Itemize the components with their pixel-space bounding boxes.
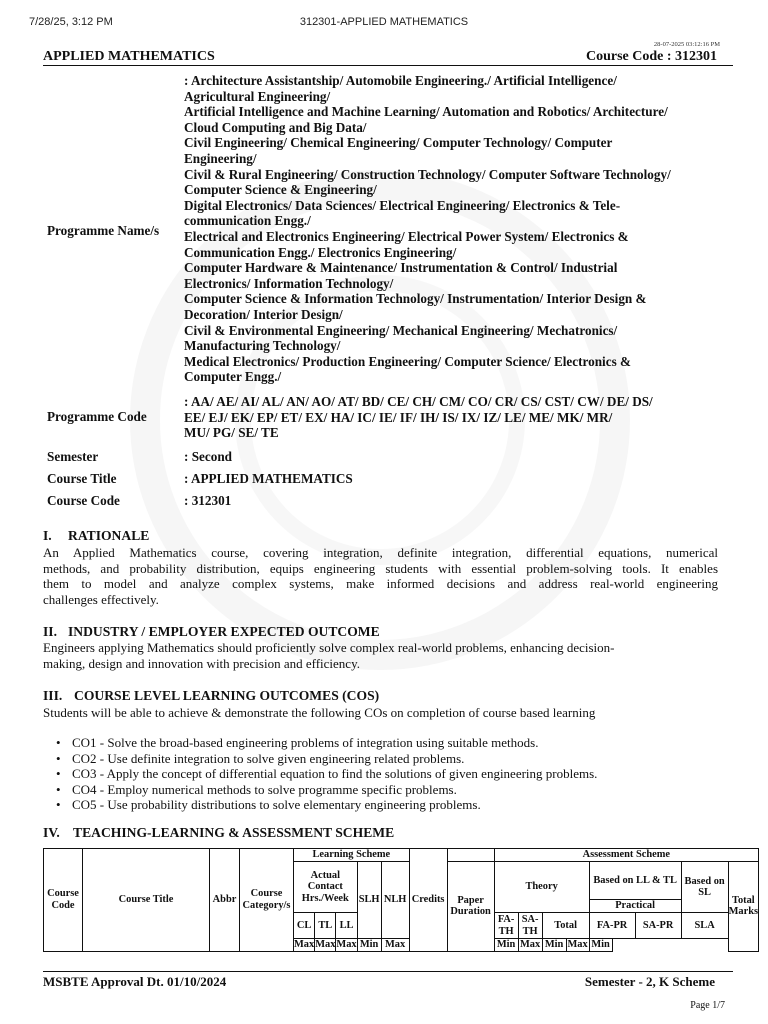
- section-number: III.: [43, 688, 63, 703]
- max-label: Max: [294, 939, 315, 950]
- col-credits: Credits: [409, 849, 447, 952]
- text-line: Artificial Intelligence and Machine Learning/ Automation and Robotics/ Architecture/: [184, 104, 668, 120]
- programme-code-label: Programme Code: [47, 409, 147, 424]
- section-title: TEACHING-LEARNING & ASSESSMENT SCHEME: [73, 825, 395, 840]
- programme-code-value: [184, 394, 724, 441]
- col-total: Total: [542, 913, 589, 939]
- co-text: CO1 - Solve the broad-based engineering problems of integration using suitable methods.: [72, 735, 539, 750]
- programme-name-value: [184, 73, 724, 385]
- cos-intro: [43, 705, 718, 721]
- industry-text: [43, 640, 683, 671]
- min-label: Min: [589, 939, 612, 952]
- text-line: Computer Engg./: [184, 369, 282, 385]
- page-footer: [43, 971, 733, 990]
- min-label: Min: [542, 939, 566, 952]
- text-line: An Applied Mathematics course, covering integration, definite integration, differential equations, numerical: [43, 545, 718, 560]
- approval-date: MSBTE Approval Dt. 01/10/2024: [43, 974, 227, 989]
- col-nlh: NLH: [381, 862, 409, 939]
- assessment-scheme-header: Assessment Scheme: [494, 849, 758, 862]
- text-line: Manufacturing Technology/: [184, 338, 341, 354]
- text-line: Computer Science & Engineering/: [184, 182, 377, 198]
- semester-value: : Second: [184, 449, 232, 464]
- text-line: EE/ EJ/ EK/ EP/ ET/ EX/ HA/ IC/ IE/ IF/ IH/ IS/ IX/ IZ/ LE/ ME/ MK/ MR/: [184, 409, 613, 425]
- programme-code-row: [43, 394, 733, 442]
- text-line: MU/ PG/ SE/ TE: [184, 425, 279, 441]
- text-line: Communication Engg./ Electronics Engineering/: [184, 244, 457, 260]
- text-line: Civil & Environmental Engineering/ Mechanical Engineering/ Mechatronics/: [184, 322, 618, 338]
- text-line: Computer Science & Information Technology/ Instrumentation/ Interior Design &: [184, 291, 647, 307]
- col-total-marks: Total Marks: [728, 862, 758, 952]
- col-course-category: Course Category/s: [240, 849, 294, 952]
- programme-name-label: Programme Name/s: [47, 223, 160, 238]
- text-line: Civil & Rural Engineering/ Construction Technology/ Computer Software Technology/: [184, 166, 671, 182]
- bullet-icon: •: [56, 735, 61, 750]
- col-sa-th: SA-TH: [518, 913, 542, 939]
- text-line: communication Engg./: [184, 213, 311, 229]
- col-sa-pr: SA-PR: [635, 913, 681, 939]
- text-line: challenges effectively.: [43, 591, 159, 607]
- max-label: Max: [315, 939, 336, 950]
- text-line: Medical Electronics/ Production Engineering/ Computer Science/ Electronics &: [184, 353, 631, 369]
- col-based-sl: Based on SL: [681, 862, 728, 913]
- co-text: CO5 - Use probability distributions to solve elementary engineering problems.: [72, 797, 481, 813]
- text-line: Computer Hardware & Maintenance/ Instrumentation & Control/ Industrial: [184, 260, 618, 276]
- col-practical: Practical: [589, 900, 681, 913]
- col-course-code: Course Code: [44, 849, 83, 952]
- co-text: CO4 - Employ numerical methods to solve programme specific problems.: [72, 781, 457, 797]
- course-code-value: : 312301: [184, 493, 232, 508]
- bullet-icon: •: [56, 797, 61, 813]
- section-number: II.: [43, 624, 57, 639]
- text-line: Agricultural Engineering/: [184, 88, 331, 104]
- col-theory: Theory: [494, 862, 589, 913]
- col-based-ll-tl: Based on LL & TL: [589, 862, 681, 900]
- section-rationale-heading: [43, 528, 149, 544]
- course-title-label: Course Title: [47, 471, 117, 486]
- col-cl: CL: [294, 913, 315, 939]
- text-line: Engineers applying Mathematics should proficiently solve complex real-world problems, enhancing decision-: [43, 640, 615, 655]
- section-title: COURSE LEVEL LEARNING OUTCOMES (COS): [74, 688, 380, 703]
- list-item: [56, 797, 597, 813]
- col-ll: LL: [336, 913, 357, 939]
- text-line: Digital Electronics/ Data Sciences/ Electrical Engineering/ Electronics & Tele-: [184, 197, 621, 213]
- text-line: Electronics/ Information Technology/: [184, 275, 394, 291]
- programme-name-row: [43, 73, 733, 389]
- section-industry-heading: [43, 624, 380, 640]
- text-line: : Architecture Assistantship/ Automobile Engineering./ Artificial Intelligence/: [184, 73, 617, 88]
- text-line: Decoration/ Interior Design/: [184, 306, 343, 322]
- list-item: [56, 766, 597, 782]
- text-line: : AA/ AE/ AI/ AL/ AN/ AO/ AT/ BD/ CE/ CH/ CM/ CO/ CR/ CS/ CST/ CW/ DE/ DS/: [184, 394, 653, 409]
- list-item: [56, 751, 597, 767]
- co-text: CO3 - Apply the concept of differential equation to find the solutions of given engineering problems.: [72, 766, 598, 782]
- col-fa-pr: FA-PR: [589, 913, 635, 939]
- section-number: IV.: [43, 825, 60, 840]
- max-label: Max: [567, 939, 588, 950]
- text-line: methods, and probability distribution, equips engineering students with essential problem-solving tools. It enables: [43, 560, 718, 576]
- max-label: Max: [520, 939, 541, 950]
- course-name: APPLIED MATHEMATICS: [43, 49, 215, 64]
- bullet-icon: •: [56, 750, 61, 766]
- max-label: Max: [336, 939, 357, 950]
- list-item: [56, 782, 597, 798]
- course-code-header: Course Code : 312301: [585, 49, 717, 64]
- col-actual-contact: Actual Contact Hrs./Week: [294, 862, 358, 913]
- text-line: Students will be able to achieve & demonstrate the following COs on completion of course based learning: [43, 705, 596, 720]
- bullet-icon: •: [56, 781, 61, 797]
- text-line: Civil Engineering/ Chemical Engineering/ Computer Technology/ Computer: [184, 135, 613, 151]
- col-abbr: Abbr: [210, 849, 240, 952]
- col-tl: TL: [315, 913, 336, 939]
- text-line: them to model and analyze complex systems, make informed decisions and address real-world engineering: [43, 576, 718, 592]
- generated-timestamp: 28-07-2025 03:12:16 PM: [653, 41, 720, 48]
- semester-label: Semester: [47, 449, 99, 464]
- min-label: Min: [494, 939, 518, 952]
- section-scheme-heading: [43, 825, 394, 841]
- max-label: Max: [381, 939, 409, 952]
- section-cos-heading: [43, 688, 379, 704]
- col-sla: SLA: [681, 913, 728, 939]
- text-line: Engineering/: [184, 150, 257, 166]
- section-title: RATIONALE: [68, 528, 150, 543]
- print-header: [0, 16, 768, 30]
- col-paper-duration: Paper Duration: [447, 862, 494, 952]
- co-list: [56, 735, 597, 813]
- text-line: making, design and innovation with precision and efficiency.: [43, 655, 360, 671]
- page-number: Page 1/7: [690, 1000, 725, 1011]
- text-line: Electrical and Electronics Engineering/ Electrical Power System/ Electronics &: [184, 228, 629, 244]
- list-item: [56, 735, 597, 751]
- min-label: Min: [357, 939, 381, 952]
- col-course-title: Course Title: [83, 849, 210, 952]
- text-line: Cloud Computing and Big Data/: [184, 119, 367, 135]
- co-text: CO2 - Use definite integration to solve given engineering related problems.: [72, 750, 465, 766]
- col-fa-th: FA-TH: [494, 913, 518, 939]
- rationale-text: [43, 545, 718, 607]
- teaching-assessment-scheme-table: [43, 848, 759, 952]
- col-slh: SLH: [357, 862, 381, 939]
- bullet-icon: •: [56, 766, 61, 782]
- print-title: 312301-APPLIED MATHEMATICS: [299, 16, 469, 28]
- course-code-label: Course Code: [47, 493, 120, 508]
- semester-scheme: Semester - 2, K Scheme: [584, 974, 715, 989]
- section-number: I.: [43, 528, 52, 543]
- course-header-bar: [43, 48, 733, 66]
- section-title: INDUSTRY / EMPLOYER EXPECTED OUTCOME: [68, 624, 380, 639]
- course-title-value: : APPLIED MATHEMATICS: [184, 471, 353, 486]
- learning-scheme-header: Learning Scheme: [294, 849, 410, 862]
- print-datetime: 7/28/25, 3:12 PM: [29, 16, 113, 28]
